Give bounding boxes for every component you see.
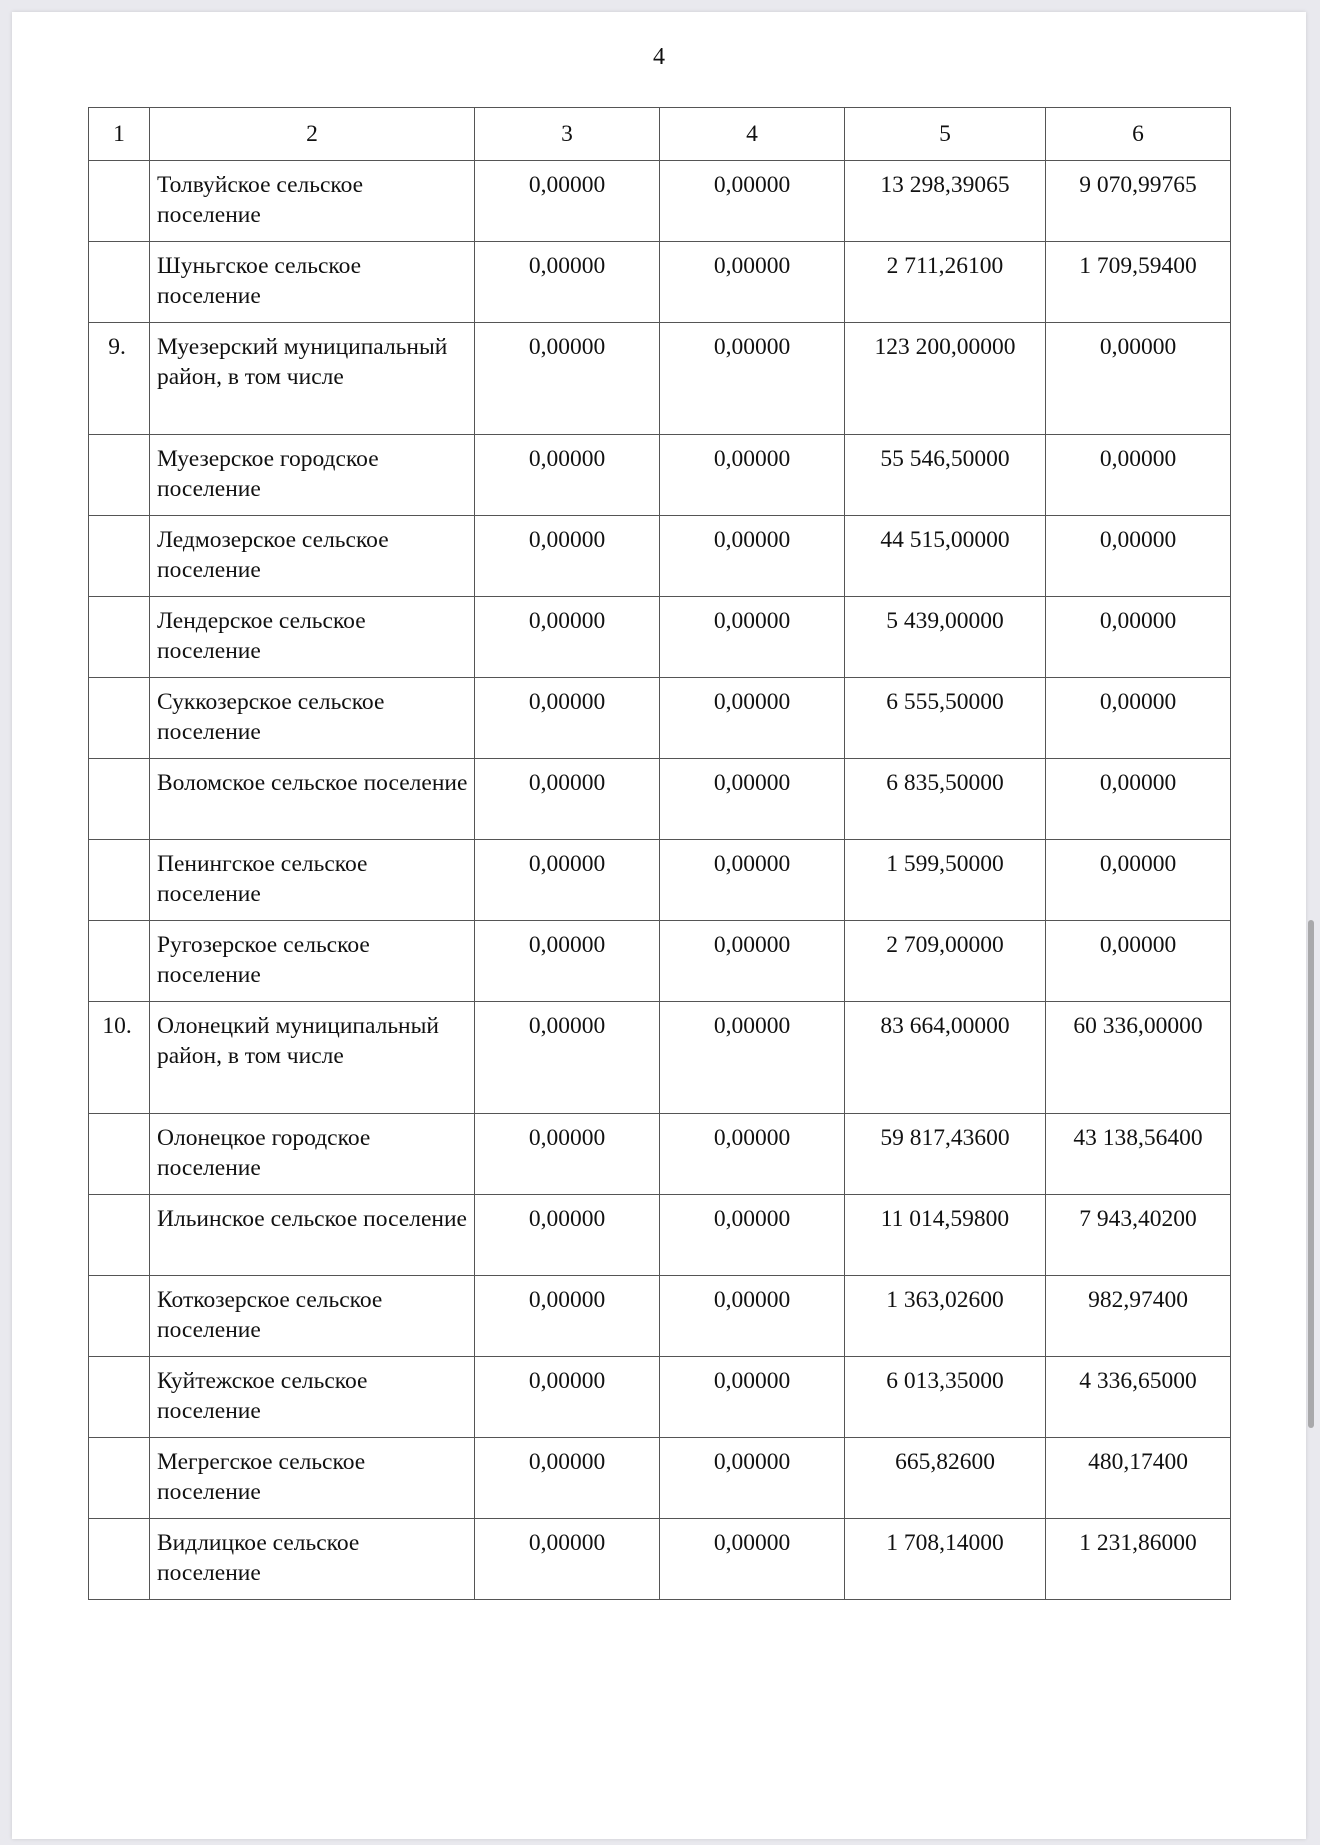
value-cell-col5: 1 708,14000	[845, 1519, 1046, 1600]
value-cell-col6: 0,00000	[1046, 759, 1231, 840]
value-cell-col3: 0,00000	[475, 678, 660, 759]
row-index-cell	[89, 435, 150, 516]
value-cell-col6: 0,00000	[1046, 597, 1231, 678]
municipality-name-cell: Олонецкий муниципальный район, в том числе	[150, 1002, 475, 1114]
value-cell-col6: 0,00000	[1046, 323, 1231, 435]
table-row	[89, 678, 1231, 759]
value-cell-col3: 0,00000	[475, 435, 660, 516]
municipality-name-cell: Коткозерское сельское поселение	[150, 1276, 475, 1357]
value-cell-col6: 4 336,65000	[1046, 1357, 1231, 1438]
value-cell-col5: 6 835,50000	[845, 759, 1046, 840]
value-cell-col6: 0,00000	[1046, 678, 1231, 759]
value-cell-col5: 1 599,50000	[845, 840, 1046, 921]
municipality-name-cell: Ругозерское сельское поселение	[150, 921, 475, 1002]
value-cell-col6: 7 943,40200	[1046, 1195, 1231, 1276]
table-row	[89, 1519, 1231, 1600]
value-cell-col5: 665,82600	[845, 1438, 1046, 1519]
column-header: 4	[660, 108, 845, 161]
value-cell-col5: 2 709,00000	[845, 921, 1046, 1002]
row-index-cell	[89, 516, 150, 597]
table-row	[89, 921, 1231, 1002]
value-cell-col4: 0,00000	[660, 516, 845, 597]
municipality-name-cell: Толвуйское сельское поселение	[150, 161, 475, 242]
row-index-cell	[89, 840, 150, 921]
value-cell-col5: 6 013,35000	[845, 1357, 1046, 1438]
table-row	[89, 435, 1231, 516]
table-row	[89, 1195, 1231, 1276]
municipality-name-cell: Шуньгское сельское поселение	[150, 242, 475, 323]
table-header-row	[89, 108, 1231, 161]
column-header: 2	[150, 108, 475, 161]
value-cell-col3: 0,00000	[475, 1114, 660, 1195]
table-row	[89, 1276, 1231, 1357]
value-cell-col4: 0,00000	[660, 435, 845, 516]
value-cell-col4: 0,00000	[660, 1002, 845, 1114]
municipality-name-cell: Муезерское городское поселение	[150, 435, 475, 516]
value-cell-col3: 0,00000	[475, 840, 660, 921]
value-cell-col5: 59 817,43600	[845, 1114, 1046, 1195]
row-index-cell	[89, 921, 150, 1002]
page-number: 4	[653, 44, 665, 70]
value-cell-col3: 0,00000	[475, 161, 660, 242]
column-header: 3	[475, 108, 660, 161]
municipality-name-cell: Суккозерское сельское поселение	[150, 678, 475, 759]
value-cell-col3: 0,00000	[475, 597, 660, 678]
value-cell-col6: 60 336,00000	[1046, 1002, 1231, 1114]
table-row	[89, 1438, 1231, 1519]
value-cell-col5: 44 515,00000	[845, 516, 1046, 597]
row-index-cell	[89, 1438, 150, 1519]
table-row	[89, 1357, 1231, 1438]
municipality-name-cell: Воломское сельское поселение	[150, 759, 475, 840]
municipality-name-cell: Ледмозерское сельское поселение	[150, 516, 475, 597]
value-cell-col5: 1 363,02600	[845, 1276, 1046, 1357]
budget-table	[88, 107, 1231, 1600]
value-cell-col4: 0,00000	[660, 1357, 845, 1438]
value-cell-col6: 480,17400	[1046, 1438, 1231, 1519]
row-index-cell	[89, 1519, 150, 1600]
value-cell-col3: 0,00000	[475, 242, 660, 323]
table-row-district	[89, 323, 1231, 435]
row-index-cell	[89, 1195, 150, 1276]
row-index-cell	[89, 1276, 150, 1357]
table-row	[89, 161, 1231, 242]
municipality-name-cell: Лендерское сельское поселение	[150, 597, 475, 678]
value-cell-col4: 0,00000	[660, 1276, 845, 1357]
value-cell-col4: 0,00000	[660, 1519, 845, 1600]
value-cell-col3: 0,00000	[475, 1276, 660, 1357]
value-cell-col5: 6 555,50000	[845, 678, 1046, 759]
row-index-cell	[89, 1114, 150, 1195]
value-cell-col5: 13 298,39065	[845, 161, 1046, 242]
value-cell-col6: 0,00000	[1046, 516, 1231, 597]
table-row	[89, 759, 1231, 840]
row-index-cell	[89, 597, 150, 678]
table-row	[89, 242, 1231, 323]
value-cell-col4: 0,00000	[660, 242, 845, 323]
row-index-cell: 10.	[89, 1002, 150, 1114]
value-cell-col6: 982,97400	[1046, 1276, 1231, 1357]
row-index-cell	[89, 161, 150, 242]
value-cell-col3: 0,00000	[475, 1438, 660, 1519]
value-cell-col5: 11 014,59800	[845, 1195, 1046, 1276]
table-row	[89, 516, 1231, 597]
value-cell-col4: 0,00000	[660, 840, 845, 921]
column-header: 6	[1046, 108, 1231, 161]
value-cell-col3: 0,00000	[475, 1519, 660, 1600]
value-cell-col4: 0,00000	[660, 597, 845, 678]
table-row-district	[89, 1002, 1231, 1114]
value-cell-col4: 0,00000	[660, 1114, 845, 1195]
value-cell-col5: 55 546,50000	[845, 435, 1046, 516]
value-cell-col3: 0,00000	[475, 1195, 660, 1276]
scrollbar-thumb[interactable]	[1308, 920, 1314, 1428]
row-index-cell	[89, 1357, 150, 1438]
value-cell-col5: 83 664,00000	[845, 1002, 1046, 1114]
row-index-cell	[89, 242, 150, 323]
row-index-cell	[89, 759, 150, 840]
value-cell-col6: 1 709,59400	[1046, 242, 1231, 323]
value-cell-col5: 5 439,00000	[845, 597, 1046, 678]
value-cell-col3: 0,00000	[475, 1002, 660, 1114]
value-cell-col6: 0,00000	[1046, 921, 1231, 1002]
value-cell-col3: 0,00000	[475, 921, 660, 1002]
value-cell-col6: 0,00000	[1046, 840, 1231, 921]
municipality-name-cell: Пенингское сельское поселение	[150, 840, 475, 921]
value-cell-col4: 0,00000	[660, 323, 845, 435]
value-cell-col6: 1 231,86000	[1046, 1519, 1231, 1600]
row-index-cell: 9.	[89, 323, 150, 435]
column-header: 5	[845, 108, 1046, 161]
table-row	[89, 597, 1231, 678]
municipality-name-cell: Ильинское сельское поселение	[150, 1195, 475, 1276]
value-cell-col6: 9 070,99765	[1046, 161, 1231, 242]
document-page	[12, 12, 1306, 1839]
value-cell-col4: 0,00000	[660, 1438, 845, 1519]
value-cell-col4: 0,00000	[660, 1195, 845, 1276]
municipality-name-cell: Видлицкое сельское поселение	[150, 1519, 475, 1600]
municipality-name-cell: Мегрегское сельское поселение	[150, 1438, 475, 1519]
value-cell-col4: 0,00000	[660, 759, 845, 840]
municipality-name-cell: Муезерский муниципальный район, в том числе	[150, 323, 475, 435]
value-cell-col3: 0,00000	[475, 759, 660, 840]
row-index-cell	[89, 678, 150, 759]
table-row	[89, 1114, 1231, 1195]
value-cell-col6: 43 138,56400	[1046, 1114, 1231, 1195]
value-cell-col5: 2 711,26100	[845, 242, 1046, 323]
value-cell-col6: 0,00000	[1046, 435, 1231, 516]
value-cell-col3: 0,00000	[475, 1357, 660, 1438]
table-row	[89, 840, 1231, 921]
value-cell-col4: 0,00000	[660, 161, 845, 242]
column-header: 1	[89, 108, 150, 161]
vertical-scrollbar[interactable]	[1306, 0, 1316, 1845]
value-cell-col5: 123 200,00000	[845, 323, 1046, 435]
value-cell-col3: 0,00000	[475, 323, 660, 435]
value-cell-col4: 0,00000	[660, 678, 845, 759]
value-cell-col4: 0,00000	[660, 921, 845, 1002]
municipality-name-cell: Олонецкое городское поселение	[150, 1114, 475, 1195]
value-cell-col3: 0,00000	[475, 516, 660, 597]
municipality-name-cell: Куйтежское сельское поселение	[150, 1357, 475, 1438]
